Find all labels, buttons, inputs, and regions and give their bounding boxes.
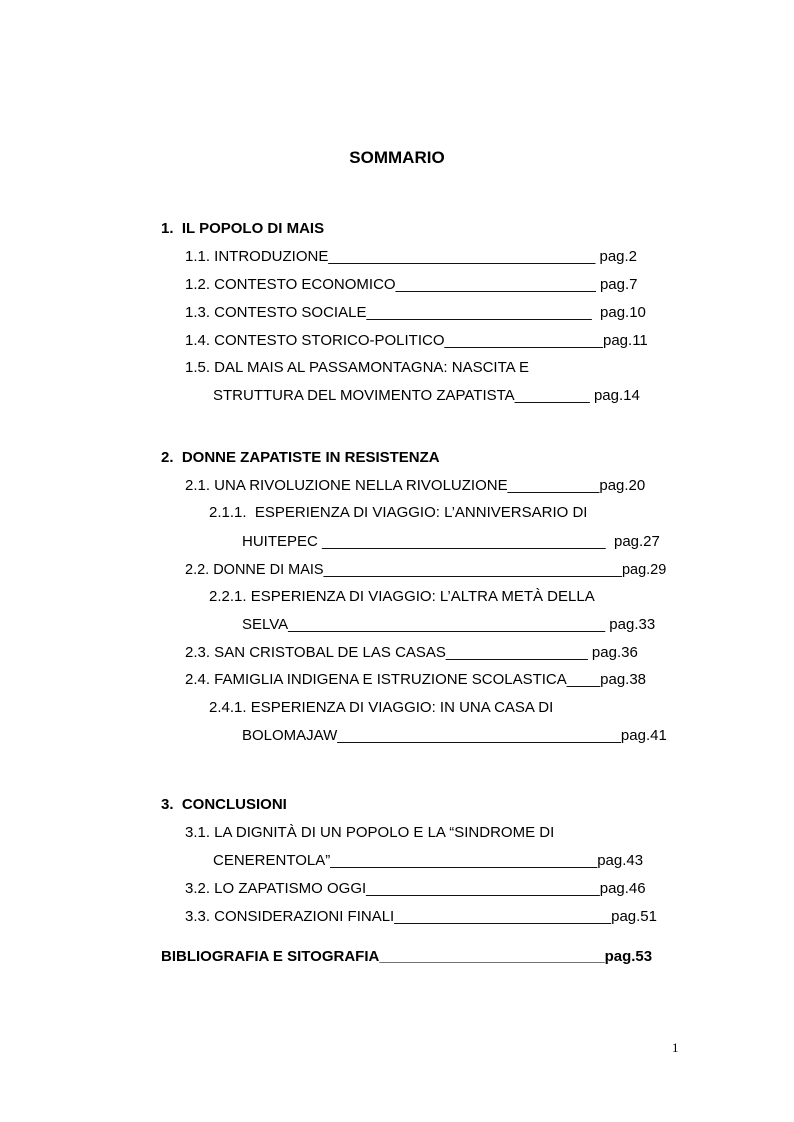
toc-entry-2-4-1-cont: BOLOMAJAW__________________________________pag.41 xyxy=(242,727,667,744)
page-title: SOMMARIO xyxy=(349,148,445,167)
toc-entry-3-2: 3.2. LO ZAPATISMO OGGI____________________________pag.46 xyxy=(185,880,646,897)
toc-entry-1-1: 1.1. INTRODUZIONE________________________________ pag.2 xyxy=(185,248,638,265)
toc-bibliography: BIBLIOGRAFIA E SITOGRAFIA___________________________pag.53 xyxy=(161,948,653,965)
toc-entry-2-4-1: 2.4.1. ESPERIENZA DI VIAGGIO: IN UNA CASA DI xyxy=(209,699,554,716)
toc-entry-2-4: 2.4. FAMIGLIA INDIGENA E ISTRUZIONE SCOLASTICA____pag.38 xyxy=(185,671,647,688)
toc-entry-2-2-1-cont: SELVA______________________________________ pag.33 xyxy=(242,616,656,633)
toc-entry-3-3: 3.3. CONSIDERAZIONI FINALI__________________________pag.51 xyxy=(185,908,657,925)
toc-entry-3-1: 3.1. LA DIGNITÀ DI UN POPOLO E LA “SINDROME DI xyxy=(185,824,555,841)
toc-entry-2-1-1: 2.1.1. ESPERIENZA DI VIAGGIO: L’ANNIVERSARIO DI xyxy=(209,504,588,521)
toc-entry-2-1: 2.1. UNA RIVOLUZIONE NELLA RIVOLUZIONE___________pag.20 xyxy=(185,477,646,494)
toc-heading-3: 3. CONCLUSIONI xyxy=(161,796,287,813)
toc-entry-1-4: 1.4. CONTESTO STORICO-POLITICO___________________pag.11 xyxy=(185,332,648,349)
toc-heading-2: 2. DONNE ZAPATISTE IN RESISTENZA xyxy=(161,449,440,466)
toc-entry-1-2: 1.2. CONTESTO ECONOMICO________________________ pag.7 xyxy=(185,276,638,293)
toc-entry-2-1-1-cont: HUITEPEC __________________________________ pag.27 xyxy=(242,533,660,550)
page-number: 1 xyxy=(672,1040,679,1055)
toc-heading-1: 1. IL POPOLO DI MAIS xyxy=(161,220,325,237)
toc-entry-2-2-1: 2.2.1. ESPERIENZA DI VIAGGIO: L’ALTRA METÀ DELLA xyxy=(209,588,595,605)
toc-entry-2-2: 2.2. DONNE DI MAIS_____________________________________pag.29 xyxy=(185,562,667,578)
toc-entry-1-5-cont: STRUTTURA DEL MOVIMENTO ZAPATISTA_________ pag.14 xyxy=(213,387,640,404)
toc-entry-2-3: 2.3. SAN CRISTOBAL DE LAS CASAS_________________ pag.36 xyxy=(185,644,638,661)
toc-entry-1-3: 1.3. CONTESTO SOCIALE___________________________ pag.10 xyxy=(185,304,646,321)
toc-entry-1-5: 1.5. DAL MAIS AL PASSAMONTAGNA: NASCITA E xyxy=(185,359,529,376)
toc-entry-3-1-cont: CENERENTOLA”________________________________pag.43 xyxy=(213,852,644,869)
